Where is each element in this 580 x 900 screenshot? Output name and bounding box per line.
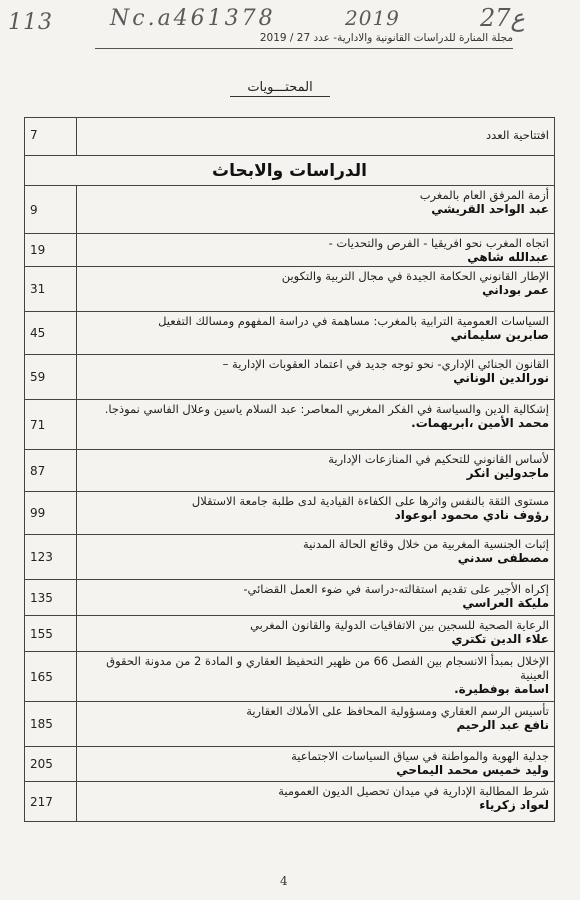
entry-page: 165 [25,652,77,702]
header-divider [95,48,513,49]
table-row [25,616,555,652]
entry-title: الإطار القانوني الحكامة الجيدة في مجال التربية والتكوين [281,269,549,283]
entry-author: محمد الأمين ،ابريهمات. [411,416,549,430]
entry-title: تأسيس الرسم العقاري ومسؤولية المحافظ على الأملاك العقارية [246,704,549,718]
entry-page: 155 [25,616,77,652]
entry-author: نورالدين الوناني [453,371,549,385]
entry-page: 87 [25,450,77,492]
table-row-section [25,156,555,186]
entry-page: 45 [25,312,77,355]
table-row [25,652,555,702]
entry-page: 9 [25,186,77,234]
entry-title: مستوى الثقة بالنفس واثرها على الكفاءة القيادية لدى طلبة جامعة الاستقلال [191,494,549,508]
table-row [25,355,555,400]
table-row [25,747,555,782]
entry-cell [77,186,555,234]
entry-author: اسامة بوفطيرة. [454,682,549,696]
entry-author: ماجدولين انكر [466,466,549,480]
table-row [25,186,555,234]
entry-page: 31 [25,267,77,312]
table-row [25,400,555,450]
entry-cell [77,400,555,450]
entry-title: أزمة المرفق العام بالمغرب [419,188,549,202]
entry-title: اتجاه المغرب نحو افريقيا - الفرص والتحديات - [328,236,549,250]
opening-page: 7 [25,118,77,156]
table-row [25,702,555,747]
table-row [25,492,555,535]
entry-title: إثبات الجنسية المغربية من خلال وقائع الحالة المدنية [303,537,549,551]
entry-cell [77,535,555,580]
entry-author: صابرين سليماني [450,328,549,342]
table-row [25,535,555,580]
table-row-opening [25,118,555,156]
entry-author: مصطفى سدني [457,551,549,565]
entry-title: السياسات العمومية الترابية بالمغرب: مساهمة في دراسة المفهوم ومسالك التفعيل [158,314,549,328]
entry-cell [77,652,555,702]
entry-author: لعواد زكرياء [479,798,549,812]
contents-title: المحتـــويات [230,80,330,97]
entry-page: 19 [25,234,77,267]
entry-cell [77,616,555,652]
entry-cell [77,702,555,747]
entry-author: عمر بوداني [482,283,549,297]
entry-page: 217 [25,782,77,822]
entry-title: إكراه الأجير على تقديم استقالته-دراسة في ضوء العمل القضائي- [243,582,549,596]
table-row [25,267,555,312]
entry-cell [77,782,555,822]
entry-cell [77,450,555,492]
entry-page: 185 [25,702,77,747]
entry-author: عبدالله شاهي [467,250,549,264]
table-row [25,782,555,822]
entry-author: رؤوف نادي محمود ابوعواد [394,508,549,522]
entry-page: 59 [25,355,77,400]
table-row [25,580,555,616]
entry-title: إشكالية الدين والسياسة في الفكر المغربي المعاصر: عبد السلام ياسين وعلال الفاسي نموذجا. [104,402,549,416]
entry-page: 135 [25,580,77,616]
handwritten-call-number: Nc.a461378 [110,6,276,31]
entry-title: شرط المطالبة الإدارية في ميدان تحصيل الديون العمومية [278,784,549,798]
entry-cell [77,312,555,355]
handwritten-mark-right: 27ع [480,4,525,32]
entry-page: 123 [25,535,77,580]
journal-header: مجلة المنارة للدراسات القانونية والادارية- عدد 27 / 2019 [259,32,513,44]
entry-page: 99 [25,492,77,535]
entry-page: 71 [25,400,77,450]
entry-title: الرعاية الصحية للسجين بين الاتفاقيات الدولية والقانون المغربي [250,618,549,632]
handwritten-year: 2019 [345,6,400,30]
handwritten-mark-left: 113 [8,10,53,35]
entry-cell [77,747,555,782]
contents-table [24,117,555,822]
entry-author: علاء الدين تكتري [451,632,549,646]
table-row [25,312,555,355]
entry-author: وليد خميس محمد اليماحي [396,763,549,777]
entry-cell [77,355,555,400]
entry-cell [77,234,555,267]
entry-author: عبد الواحد القريشي [431,202,549,216]
opening-title: افتتاحية العدد [77,118,555,156]
entry-cell [77,580,555,616]
entry-page: 205 [25,747,77,782]
page-number: 4 [280,874,288,888]
entry-title: الإخلال بمبدأ الانسجام بين الفصل 66 من ظهير التحفيظ العقاري و المادة 2 من مدونة الحقوق العينية [106,654,549,682]
entry-title: جدلية الهوية والمواطنة في سياق السياسات الاجتماعية [291,749,549,763]
table-row [25,234,555,267]
section-title: الدراسات والابحاث [25,156,555,186]
table-row [25,450,555,492]
entry-author: مليكة العراسي [462,596,549,610]
entry-cell [77,492,555,535]
entry-author: نافع عبد الرحيم [456,718,549,732]
entry-cell [77,267,555,312]
entry-title: القانون الجنائي الإداري- نحو توجه جديد في اعتماد العقوبات الإدارية – [222,357,549,371]
entry-title: لأساس القانوني للتحكيم في المنازعات الإدارية [328,452,549,466]
